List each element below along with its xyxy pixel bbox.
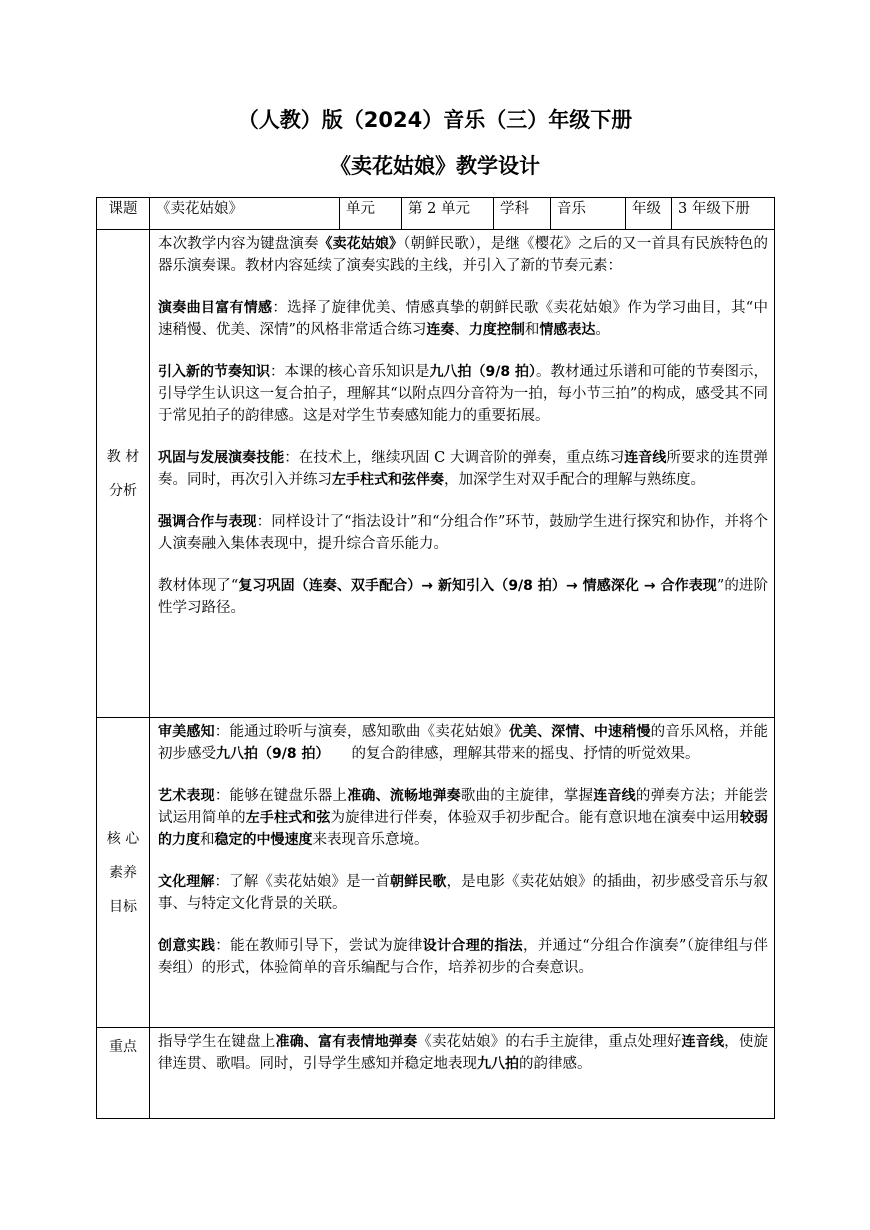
bold-run: 《卖花姑娘》 (318, 236, 404, 252)
bold-run: 审美感知 (158, 724, 215, 740)
text-run: ”的进阶性学习路径。 (158, 578, 769, 616)
text-run: 的音乐风格，并能初步感受 (158, 724, 769, 762)
bold-run: 准确、流畅地弹奏 (347, 788, 461, 804)
unit-value: 第 2 单元 (402, 198, 494, 230)
analysis-paragraph-5 (158, 575, 768, 619)
core-paragraph-2 (158, 785, 768, 851)
core-goals-content (150, 718, 775, 1028)
analysis-content (150, 230, 775, 718)
text-run: 本次教学内容为键盘演奏 (158, 236, 319, 252)
bold-run: 情感表达 (539, 322, 596, 338)
bold-run: 引入新的节奏知识 (158, 364, 271, 380)
text-run: （朝鲜民歌），是继《樱花》之后的又一首具有民族特色的器乐演奏课。教材内容延续了演奏实践的主线，并引入了新的节奏元素： (158, 236, 769, 274)
bold-run: 连音线 (593, 788, 636, 804)
core-goals-row (97, 718, 775, 1028)
text-run: ：在技术上，继续巩固 C 大调音阶的弹奏，重点练习 (284, 450, 625, 466)
text-run: 和 (200, 832, 215, 848)
text-run: ：选择了旋律优美、情感真挚的朝鲜民歌《卖花姑娘》作为学习曲目，其“中速稍慢、优美、深情”的风格非常适合练习 (158, 300, 768, 338)
bold-run: 艺术表现 (158, 788, 215, 804)
bold-run: 文化理解 (158, 874, 215, 890)
bold-run: 连奏 (426, 322, 455, 338)
text-run: ：能够在键盘乐器上 (214, 788, 348, 804)
document-subtitle: 《卖花姑娘》教学设计 (330, 154, 540, 178)
text-run: ，加深学生对双手配合的理解与熟练度。 (444, 472, 705, 488)
key-points-label: 重点 (97, 1028, 150, 1119)
text-run: ：本课的核心音乐知识是 (270, 364, 430, 380)
text-run: ：了解《卖花姑娘》是一首 (214, 874, 390, 890)
text-run: 。教材通过乐谱和可能的节奏图示，引导学生认识这一复合拍子，理解其“以附点四分音符为一拍，每小节三拍”的构成，感受其不同于常见拍子的韵律感。这是对学生节奏感知能力的重要拓展。 (158, 364, 769, 424)
bold-run: 连音线 (624, 450, 667, 466)
text-run: 为旋律进行伴奏，体验双手初步配合。能有意识地在演奏中运用 (330, 810, 740, 826)
text-run: 和 (524, 322, 540, 338)
bold-run: 优美、深情、中速稍慢 (508, 724, 651, 740)
subject-value: 音乐 (551, 198, 626, 230)
bold-run: 较弱的力度 (158, 810, 769, 848)
text-run: 。 (595, 322, 610, 338)
text-run: ：能在教师引导下，尝试为旋律 (215, 938, 423, 954)
bold-run: 稳定的中慢速度 (214, 832, 313, 848)
header-row (97, 198, 775, 230)
bold-run: 九八拍 (477, 1056, 519, 1072)
core-paragraph-1 (158, 721, 768, 765)
key-points-content (150, 1028, 775, 1119)
core-goals-label (97, 718, 150, 1028)
key-points-row (97, 1028, 775, 1119)
bold-run: 力度控制 (468, 322, 525, 338)
text-run: 的弹奏方法；并能尝试运用简单的 (158, 788, 769, 826)
bold-run: 准确、富有表情地弹奏 (275, 1034, 418, 1050)
bold-run: 九八拍（9/8 拍） (429, 364, 537, 380)
bold-run: 强调合作与表现 (158, 514, 257, 530)
unit-label: 单元 (340, 198, 402, 230)
analysis-paragraph-4 (158, 511, 768, 555)
core-label-line-2: 素养 (109, 864, 137, 881)
core-label-line-1: 核 心 (106, 830, 140, 847)
text-run: ，是电影《卖花姑娘》的插曲，初步感受音乐与叙事、与特定文化背景的关联。 (158, 874, 769, 912)
analysis-intro (158, 233, 768, 277)
core-label-line-3: 目标 (109, 898, 137, 915)
analysis-label-line-2: 分析 (109, 482, 137, 499)
document-title: （人教）版（2024）音乐（三）年级下册 (237, 108, 633, 132)
subject-label: 学科 (494, 198, 551, 230)
text-run: ：能通过聆听与演奏，感知歌曲《卖花姑娘》 (214, 724, 509, 740)
text-run: 指导学生在键盘上 (158, 1034, 276, 1050)
bold-run: 九八拍（9/8 拍） (216, 746, 323, 762)
analysis-paragraph-2 (158, 361, 768, 427)
text-run: 教材体现了“ (158, 578, 239, 594)
text-run: 《卖花姑娘》的右手主旋律，重点处理好 (417, 1034, 682, 1050)
course-label: 课题 (97, 198, 150, 230)
analysis-label (97, 230, 150, 718)
text-run: ：同样设计了“指法设计”和“分组合作”环节，鼓励学生进行探究和协作，并将个人演奏融入集体表现中，提升综合音乐能力。 (158, 514, 769, 552)
key-paragraph-1 (158, 1031, 768, 1075)
bold-run: 左手柱式和弦伴奏 (332, 472, 444, 488)
bold-run: 演奏曲目富有情感 (158, 300, 273, 316)
bold-run: 创意实践 (158, 938, 216, 954)
core-paragraph-3 (158, 871, 768, 915)
text-run: ，并通过“分组合作演奏”（旋律组与伴奏组）的形式，体验简单的音乐编配与合作，培养初步的合奏意识。 (158, 938, 769, 976)
bold-run: 左手柱式和弦 (245, 810, 331, 826)
text-run: 的复合韵律感，理解其带来的摇曳、抒情的听觉效果。 (322, 746, 700, 762)
text-run: 、 (454, 322, 469, 338)
lesson-plan-table (96, 197, 775, 1119)
bold-run: 巩固与发展演奏技能 (158, 450, 285, 466)
bold-run: 设计合理的指法 (422, 938, 524, 954)
bold-run: 连音线 (681, 1034, 725, 1050)
analysis-label-line-1: 教 材 (106, 448, 140, 465)
analysis-row (97, 230, 775, 718)
bold-run: 朝鲜民歌 (389, 874, 447, 890)
grade-label: 年级 (626, 198, 672, 230)
text-run: ，使旋律连贯、歌唱。同时，引导学生感知并稳定地表现 (158, 1034, 769, 1072)
text-run: 歌曲的主旋律，掌握 (460, 788, 594, 804)
core-paragraph-4 (158, 935, 768, 979)
analysis-paragraph-3 (158, 447, 768, 491)
course-value: 《卖花姑娘》 (150, 198, 340, 230)
text-run: 来表现音乐意境。 (312, 832, 429, 848)
grade-value: 3 年级下册 (672, 198, 775, 230)
bold-run: 复习巩固（连奏、双手配合）→ 新知引入（9/8 拍）→ 情感深化 → 合作表现 (238, 578, 717, 594)
analysis-paragraph-1 (158, 297, 768, 341)
text-run: 的韵律感。 (519, 1056, 592, 1072)
text-run: 所要求的连贯弹奏。同时，再次引入并练习 (158, 450, 769, 488)
